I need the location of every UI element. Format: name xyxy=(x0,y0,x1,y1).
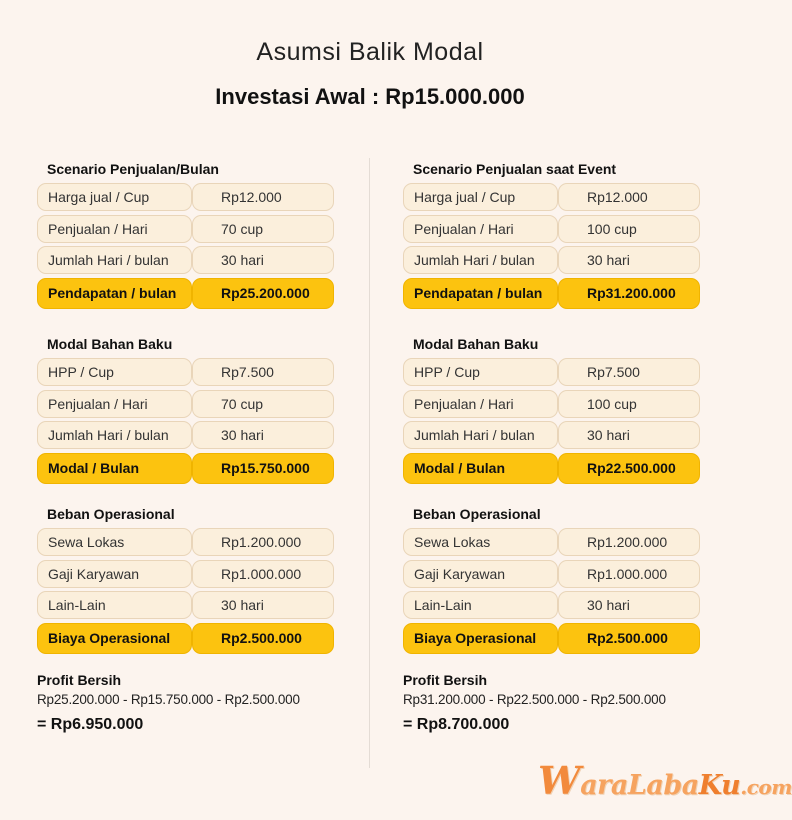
table-row xyxy=(37,421,337,449)
row-label: Sewa Lokas xyxy=(403,528,558,556)
total-label: Modal / Bulan xyxy=(37,453,192,484)
total-label: Biaya Operasional xyxy=(403,623,558,654)
net-profit xyxy=(403,672,723,734)
row-label: Harga jual / Cup xyxy=(37,183,192,211)
total-value: Rp31.200.000 xyxy=(558,278,700,309)
row-value: 100 cup xyxy=(558,390,700,418)
total-row xyxy=(403,278,703,309)
table-row xyxy=(403,591,703,619)
row-label: Sewa Lokas xyxy=(37,528,192,556)
profit-result: = Rp8.700.000 xyxy=(403,716,510,733)
section-title: Modal Bahan Baku xyxy=(413,336,539,352)
row-value: 30 hari xyxy=(192,421,334,449)
total-label: Pendapatan / bulan xyxy=(403,278,558,309)
table-row xyxy=(37,246,337,274)
section-title: Modal Bahan Baku xyxy=(47,336,173,352)
row-value: 70 cup xyxy=(192,390,334,418)
profit-title: Profit Bersih xyxy=(403,672,488,688)
row-label: Lain-Lain xyxy=(37,591,192,619)
profit-formula: Rp25.200.000 - Rp15.750.000 - Rp2.500.000 xyxy=(37,692,300,707)
row-label: Gaji Karyawan xyxy=(37,560,192,588)
total-value: Rp2.500.000 xyxy=(192,623,334,654)
row-value: Rp7.500 xyxy=(192,358,334,386)
section-title: Scenario Penjualan/Bulan xyxy=(47,161,219,177)
total-value: Rp22.500.000 xyxy=(558,453,700,484)
net-profit xyxy=(37,672,357,734)
row-value: Rp1.200.000 xyxy=(192,528,334,556)
row-label: Gaji Karyawan xyxy=(403,560,558,588)
row-value: Rp12.000 xyxy=(558,183,700,211)
table-row xyxy=(37,390,337,418)
row-value: Rp1.000.000 xyxy=(192,560,334,588)
section-sales-scenario xyxy=(403,160,703,312)
row-label: Jumlah Hari / bulan xyxy=(403,421,558,449)
section-raw-materials xyxy=(37,335,337,487)
row-value: Rp1.000.000 xyxy=(558,560,700,588)
section-operating-costs xyxy=(403,505,703,657)
row-label: Jumlah Hari / bulan xyxy=(403,246,558,274)
table-row xyxy=(37,215,337,243)
total-row xyxy=(37,453,337,484)
row-value: 30 hari xyxy=(558,421,700,449)
section-raw-materials xyxy=(403,335,703,487)
row-value: 70 cup xyxy=(192,215,334,243)
total-label: Biaya Operasional xyxy=(37,623,192,654)
section-sales-scenario xyxy=(37,160,337,312)
table-row xyxy=(37,560,337,588)
table-row xyxy=(403,215,703,243)
row-label: Penjualan / Hari xyxy=(37,215,192,243)
total-label: Modal / Bulan xyxy=(403,453,558,484)
total-value: Rp2.500.000 xyxy=(558,623,700,654)
row-value: 30 hari xyxy=(558,591,700,619)
table-row xyxy=(403,183,703,211)
initial-investment: Investasi Awal : Rp15.000.000 xyxy=(215,84,525,109)
page-title: Asumsi Balik Modal xyxy=(256,38,484,66)
total-row xyxy=(37,623,337,654)
row-label: Penjualan / Hari xyxy=(403,390,558,418)
row-value: Rp1.200.000 xyxy=(558,528,700,556)
profit-title: Profit Bersih xyxy=(37,672,122,688)
table-row xyxy=(403,421,703,449)
table-row xyxy=(403,246,703,274)
row-label: HPP / Cup xyxy=(37,358,192,386)
row-value: 30 hari xyxy=(192,591,334,619)
row-label: HPP / Cup xyxy=(403,358,558,386)
table-row xyxy=(403,390,703,418)
row-label: Harga jual / Cup xyxy=(403,183,558,211)
table-row xyxy=(403,528,703,556)
waralabaku-logo xyxy=(538,758,792,804)
section-operating-costs xyxy=(37,505,337,657)
row-label: Penjualan / Hari xyxy=(37,390,192,418)
row-value: Rp7.500 xyxy=(558,358,700,386)
section-title: Beban Operasional xyxy=(413,506,541,522)
table-row xyxy=(37,591,337,619)
row-value: 30 hari xyxy=(558,246,700,274)
table-row xyxy=(37,528,337,556)
total-value: Rp15.750.000 xyxy=(192,453,334,484)
row-value: 30 hari xyxy=(192,246,334,274)
profit-formula: Rp31.200.000 - Rp22.500.000 - Rp2.500.000 xyxy=(403,692,666,707)
total-value: Rp25.200.000 xyxy=(192,278,334,309)
logo-wordmark: WaraLabaKu.com xyxy=(538,758,792,803)
table-row xyxy=(37,183,337,211)
row-value: 100 cup xyxy=(558,215,700,243)
row-label: Penjualan / Hari xyxy=(403,215,558,243)
table-row xyxy=(403,560,703,588)
total-row xyxy=(403,623,703,654)
row-label: Jumlah Hari / bulan xyxy=(37,246,192,274)
total-label: Pendapatan / bulan xyxy=(37,278,192,309)
profit-result: = Rp6.950.000 xyxy=(37,716,144,733)
section-title: Scenario Penjualan saat Event xyxy=(413,161,617,177)
table-row xyxy=(37,358,337,386)
total-row xyxy=(37,278,337,309)
row-label: Jumlah Hari / bulan xyxy=(37,421,192,449)
column-divider xyxy=(369,158,370,768)
table-row xyxy=(403,358,703,386)
total-row xyxy=(403,453,703,484)
section-title: Beban Operasional xyxy=(47,506,175,522)
row-value: Rp12.000 xyxy=(192,183,334,211)
row-label: Lain-Lain xyxy=(403,591,558,619)
